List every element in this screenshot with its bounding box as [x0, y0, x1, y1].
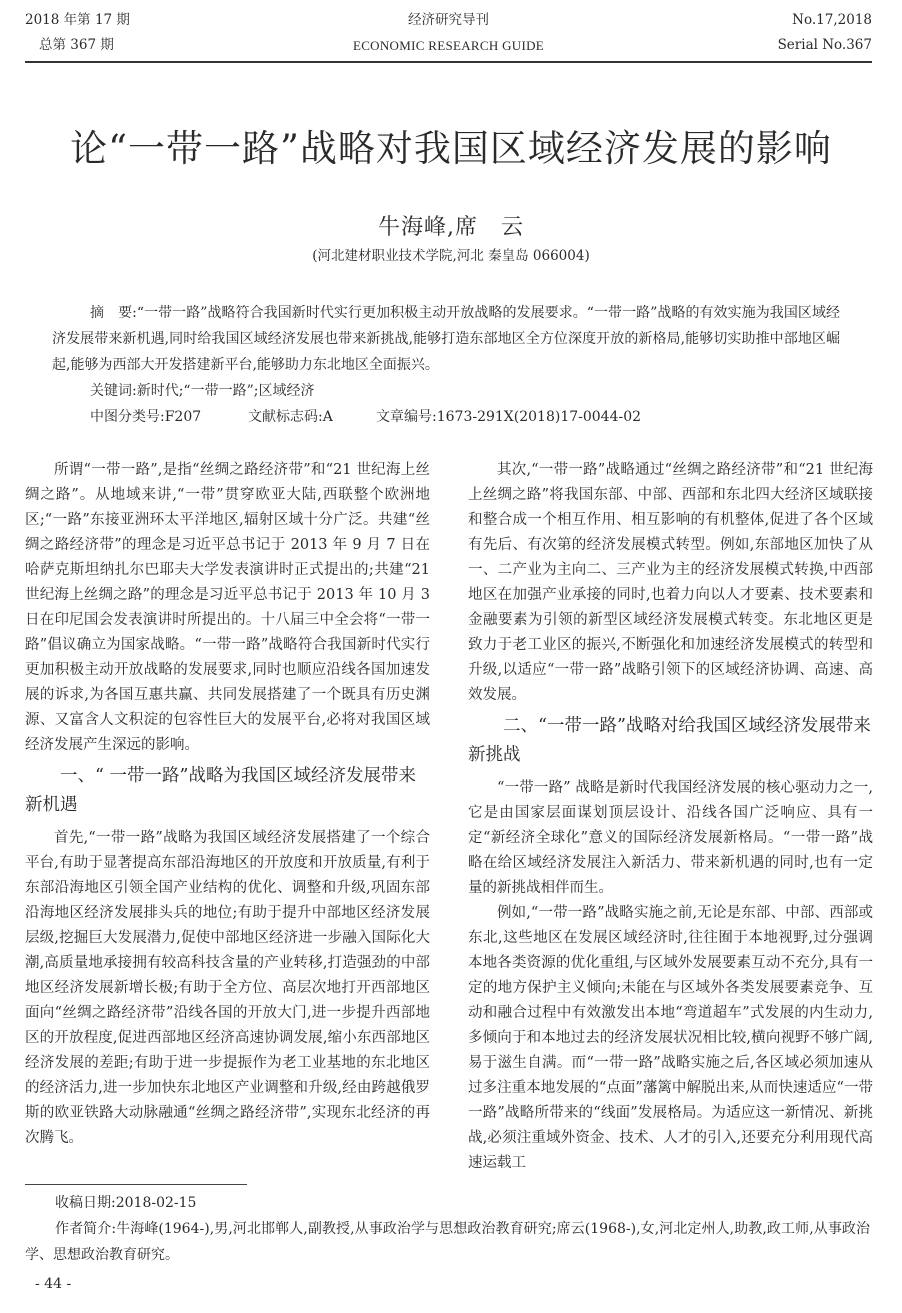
right-column: [468, 458, 873, 1176]
serial-number-en: Serial No.367: [777, 37, 872, 53]
page-number: - 44 -: [35, 1276, 72, 1292]
clc-number: 中图分类号:F207: [90, 409, 202, 425]
issue-label: 2018 年第 17 期: [25, 12, 130, 28]
article-number: 文章编号:1673-291X(2018)17-0044-02: [376, 409, 642, 425]
journal-name-cn: 经济研究导刊: [408, 12, 489, 28]
article-authors: 牛海峰,席 云: [378, 215, 524, 240]
header-rule: [25, 61, 872, 63]
left-column: [25, 458, 430, 1151]
keywords: 关键词:新时代;“一带一路”;区域经济: [90, 383, 315, 399]
classification-line: [52, 404, 840, 430]
abstract-text: 摘 要:“一带一路”战略符合我国新时代实行更加积极主动开放战略的发展要求。“一带一路”战略的有效实施为我国区域经济发展带来新机遇,同时给我国区域经济发展也带来新挑战,能够打造东部地区全方位深度开放的新格局,能够切实助推中部地区崛起,能够为西部大开发搭建新平台,能够助力东北地区全面振兴。: [52, 305, 840, 373]
serial-issue-label: 总第 367 期: [39, 37, 114, 53]
footnote-rule: [25, 1184, 247, 1185]
issue-number-en: No.17,2018: [792, 12, 872, 28]
received-date: 收稿日期:2018-02-15: [55, 1195, 197, 1211]
abstract-block: [52, 300, 840, 430]
section-2-paragraph-2: 例如,“一带一路”战略实施之前,无论是东部、中部、西部或东北,这些地区在发展区域经济时,往往囿于本地视野,过分强调本地各类资源的优化重组,与区域外发展要素互动不充分,具有一定的地方保护主义倾向;未能在与区域外各类发展要素竞争、互动和融合过程中有效激发出本地“弯道超车”式发展的内生动力,多倾向于和本地过去的经济发展状况相比较,横向视野不够广阔,易于滋生自满。而“一带一路”战略实施之后,各区域必须加速从过多注重本地发展的“点面”藩篱中解脱出来,从而快速适应“一带一路”战略所带来的“线面”发展格局。为适应这一新情况、新挑战,必须注重域外资金、技术、人才的引入,还要充分利用现代高速运载工: [468, 905, 873, 1171]
section-2-paragraph-1: “一带一路” 战略是新时代我国经济发展的核心驱动力之一,它是由国家层面谋划顶层设计、沿线各国广泛响应、具有一定“新经济全球化”意义的国际经济发展新格局。“一带一路”战略在给区域经济发展注入新活力、带来新机遇的同时,也有一定量的新挑战相伴而生。: [468, 780, 873, 896]
journal-name-en: ECONOMIC RESEARCH GUIDE: [352, 38, 545, 53]
section-heading-2: 二、“一带一路”战略对给我国区域经济发展带来新挑战: [468, 716, 871, 765]
section-1-paragraph-2: 其次,“一带一路”战略通过“丝绸之路经济带”和“21 世纪海上丝绸之路”将我国东部、中部、西部和东北四大经济区域联接和整合成一个相互作用、相互影响的有机整体,促进了各个区域有先后、有次第的经济发展模式转型。例如,东部地区加快了从一、二产业为主向二、三产业为主的经济发展模式转换,中西部地区在加强产业承接的同时,也着力向以人才要素、技术要素和金融要素为引领的新型区域经济发展模式转变。东北地区更是致力于老工业区的振兴,不断强化和加速经济发展模式的转型和升级,以适应“一带一路”战略引领下的区域经济协调、高速、高效发展。: [468, 462, 873, 703]
article-title: 论“一带一路”战略对我国区域经济发展的影响: [70, 127, 832, 170]
running-header: [25, 8, 872, 60]
intro-paragraph: 所谓“一带一路”,是指“丝绸之路经济带”和“21 世纪海上丝绸之路”。从地域来讲,“一带”贯穿欧亚大陆,西联整个欧洲地区;“一路”东接亚洲环太平洋地区,辐射区域十分广泛。共建“丝绸之路经济带”的理念是习近平总书记于 2013 年 9 月 7 日在哈萨克斯坦纳扎尔巴耶夫大学发表演讲时正式提出的;共建“21 世纪海上丝绸之路”的理念是习近平总书记于 2013 年 10 月 3 日在印尼国会发表演讲时所提出的。十八届三中全会将“一带一路”倡议确立为国家战略。“一带一路”战略符合我国新时代实行更加积极主动开放战略的发展要求,同时也顺应沿线各国加速发展的诉求,为各国互惠共赢、共同发展搭建了一个既具有历史渊源、又富含人文积淀的包容性巨大的发展平台,必将对我国区域经济发展产生深远的影响。: [25, 462, 430, 753]
document-code: 文献标志码:A: [248, 409, 333, 425]
header-center: [25, 8, 872, 58]
footnote-block: [25, 1190, 870, 1268]
header-right: [778, 8, 872, 58]
author-bio: 作者简介:牛海峰(1964-),男,河北邯郸人,副教授,从事政治学与思想政治教育研究;席云(1968-),女,河北定州人,助教,政工师,从事政治学、思想政治教育研究。: [25, 1221, 870, 1263]
section-1-paragraph: 首先,“一带一路”战略为我国区域经济发展搭建了一个综合平台,有助于显著提高东部沿海地区的开放度和开放质量,有利于东部沿海地区引领全国产业结构的优化、调整和升级,巩固东部沿海地区经济发展排头兵的地位;有助于提升中部地区经济发展层级,挖掘巨大发展潜力,促使中部地区经济进一步融入国际化大潮,高质量地承接拥有较高科技含量的产业转移,打造强劲的中部地区经济发展新增长极;有助于全方位、高层次地打开西部地区面向“丝绸之路经济带”沿线各国的开放大门,进一步提升西部地区的开放程度,促进西部地区经济高速协调发展,缩小东西部地区经济发展的差距;有助于进一步提振作为老工业基地的东北地区的经济活力,进一步加快东北地区产业调整和升级,经由跨越俄罗斯的欧亚铁路大动脉融通“丝绸之路经济带”,实现东北经济的再次腾飞。: [25, 830, 430, 1146]
section-heading-1: 一、“ 一带一路”战略为我国区域经济发展带来新机遇: [25, 766, 416, 815]
author-affiliation: (河北建材职业技术学院,河北 秦皇岛 066004): [312, 248, 590, 264]
